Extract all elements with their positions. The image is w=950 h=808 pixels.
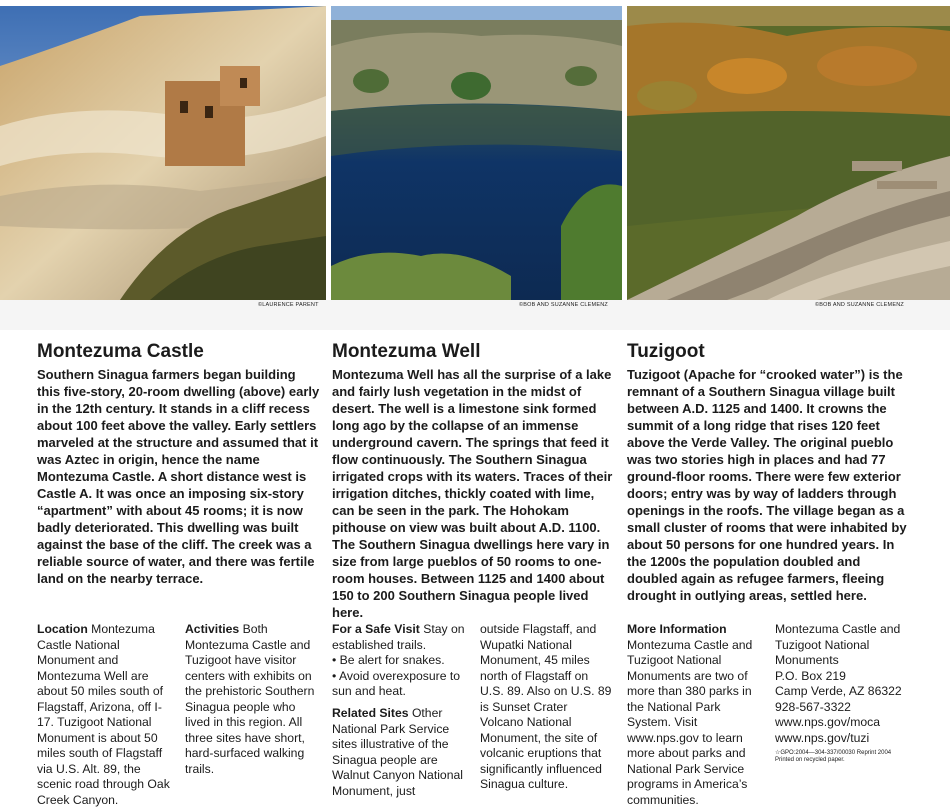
castle-body: Southern Sinagua farmers began building this five-story, 20-room dwelling (above) early in the 12th century. It stands in a cliff recess about 100 feet above the valley. Early settlers marveled at the structure and assumed that it was Aztec in origin, hence the name Montezuma Castle. A short distance west is Castle A. It was once an imposing six-story “apartment” with about 45 rooms; it is now badly deteriorated. This dwelling was built against the base of the cliff. The creek was a reliable source of water, and there was fertile land on the nearby terrace. <box>37 367 320 586</box>
activities-section <box>185 622 320 777</box>
section-title-well: Montezuma Well <box>332 341 481 362</box>
address-line: Montezuma Castle and <box>775 622 901 636</box>
location-heading: Location <box>37 622 88 636</box>
location-section <box>37 622 173 807</box>
photo-montezuma-castle <box>0 6 326 300</box>
related-body: Other National Park Service sites illustrative of the Sinagua people are Walnut Canyon National Monument, just <box>332 706 463 798</box>
photo-credit: ©BOB AND SUZANNE CLEMENZ <box>519 302 608 308</box>
photo-caption-band <box>0 300 950 330</box>
related-section-column-2 <box>480 622 613 791</box>
photo-credit: ©LAURENCE PARENT <box>258 302 319 308</box>
safe-visit-body: Stay on established trails. <box>332 622 465 652</box>
activities-body: Both Montezuma Castle and Tuzigoot have visitor centers with exhibits on the prehistoric Southern Sinagua people who lived in this region. All three sites have short, hard-surfaced walking trails. <box>185 622 315 776</box>
photo-montezuma-well <box>331 6 622 300</box>
printing-note: ☆GPO:2004—304-337/00030 Reprint 2004 <box>775 750 892 756</box>
well-body: Montezuma Well has all the surprise of a lake and fairly lush vegetation in the midst of desert. The well is a limestone sink formed long ago by the collapse of an immense underground cavern. The springs that feed it flow continuously. The Southern Sinagua irrigated crops with its waters. Traces of their irrigation ditches, thickly coated with lime, can be seen in the park. The Hohokam pithouse on view was built about A.D. 1100. The Southern Sinagua dwellings here vary in size from large pueblos of 50 rooms to one-room houses. Between 1125 and 1400 about 150 to 200 Southern Sinagua people lived here. <box>332 367 613 620</box>
more-info-heading: More Information <box>627 622 727 636</box>
location-body: Montezuma Castle National Monument and Montezuma Well are about 50 miles south of Flagstaff, Arizona, off I-17. Tuzigoot National Monument is about 50 miles south of Flagstaff via U.S. Alt. 89, the scenic road through Oak Creek Canyon. <box>37 622 170 807</box>
tuzigoot-body: Tuzigoot (Apache for “crooked water”) is the remnant of a Southern Sinagua village built between A.D. 1125 and 1400. It crowns the summit of a long ridge that rises 120 feet above the Verde Valley. The original pueblo was two stories high in places and had 77 ground-floor rooms. There were few exterior doors; entry was by way of ladders through openings in the roofs. The village began as a small cluster of rooms that were inhabited by about 50 persons for one hundred years. In the 1200s the population doubled and doubled again as refugee farmers, fleeing drought in outlying areas, settled here. <box>627 367 907 603</box>
related-heading: Related Sites <box>332 706 409 720</box>
section-title-tuzigoot: Tuzigoot <box>627 341 705 362</box>
address-line: P.O. Box 219 <box>775 668 846 683</box>
section-title-castle: Montezuma Castle <box>37 341 204 362</box>
address-line: Monuments <box>775 653 839 667</box>
safe-visit-heading: For a Safe Visit <box>332 622 420 636</box>
related-body-continued: outside Flagstaff, and Wupatki National Monument, 45 miles north of Flagstaff on U.S. 89. Also on U.S. 89 is Sunset Crater Volcano National Monument, the site of volcanic eruptions that significantly influenced Sinagua culture. <box>480 622 612 791</box>
address-line: Camp Verde, AZ 86322 <box>775 684 902 698</box>
phone-number: 928-567-3322 <box>775 699 851 714</box>
safe-visit-bullet: • Be alert for snakes. <box>332 653 445 667</box>
photo-credit: ©BOB AND SUZANNE CLEMENZ <box>815 302 904 308</box>
address-line: Tuzigoot National <box>775 637 870 652</box>
address-block <box>775 622 915 764</box>
related-section <box>332 706 465 798</box>
more-info-body: Montezuma Castle and Tuzigoot National Monuments are two of more than 380 parks in the National Park System. Visit www.nps.gov to learn more about parks and National Park Service programs in America’s communities. <box>627 637 753 807</box>
photo-tuzigoot <box>627 6 950 300</box>
safe-visit-bullet: • Avoid overexposure to sun and heat. <box>332 668 461 698</box>
website-link[interactable]: www.nps.gov/moca <box>775 715 880 729</box>
more-info-section <box>627 622 763 808</box>
website-link[interactable]: www.nps.gov/tuzi <box>775 730 870 745</box>
recycled-note: Printed on recycled paper. <box>775 757 845 763</box>
safe-visit-section <box>332 622 465 700</box>
activities-heading: Activities <box>185 622 240 636</box>
